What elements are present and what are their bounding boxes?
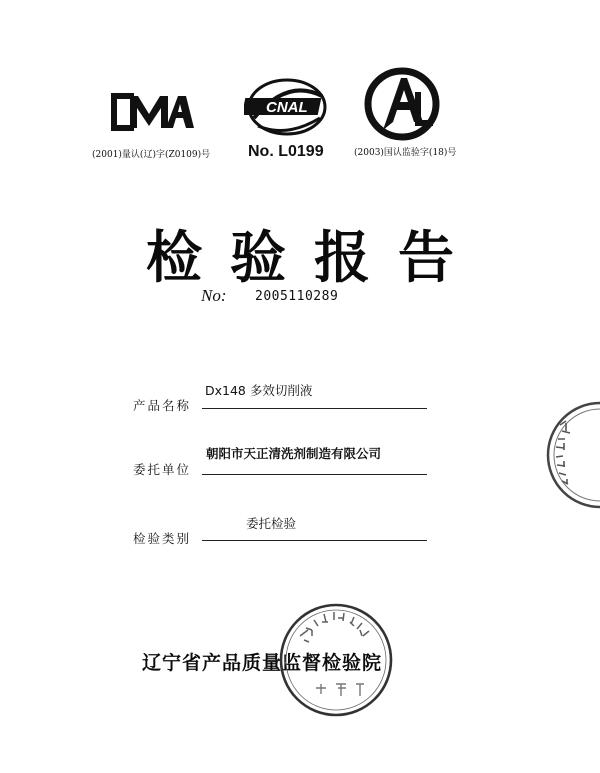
inspection-type-value: 委托检验 <box>246 516 297 531</box>
inspection-type-underline <box>202 540 427 541</box>
report-number-value: 2005110289 <box>255 289 339 304</box>
cnal-number: No. L0199 <box>248 143 324 160</box>
cma-logo <box>104 88 194 140</box>
issuing-organization: 辽宁省产品质量监督检验院 <box>142 652 383 674</box>
inspection-type-label: 检验类别 <box>133 531 192 546</box>
official-seal <box>276 600 396 724</box>
cma-caption: (2001)量认(辽)字(Z0109)号 <box>92 150 211 160</box>
product-name-underline <box>202 408 427 409</box>
client-value: 朝阳市天正清洗剂制造有限公司 <box>206 446 382 461</box>
client-underline <box>202 474 427 475</box>
partial-edge-seal <box>540 395 600 519</box>
cal-logo <box>363 66 441 146</box>
svg-text:CNAL: CNAL <box>266 99 308 116</box>
report-title: 检验报告 <box>146 226 482 291</box>
client-label: 委托单位 <box>133 462 192 477</box>
report-number-label: No: <box>201 286 227 305</box>
cal-caption: (2003)国认监验字(18)号 <box>354 148 457 158</box>
cnal-logo <box>244 76 330 142</box>
product-name-label: 产品名称 <box>133 398 192 413</box>
product-name-value: Dx148 多效切削液 <box>205 383 313 398</box>
